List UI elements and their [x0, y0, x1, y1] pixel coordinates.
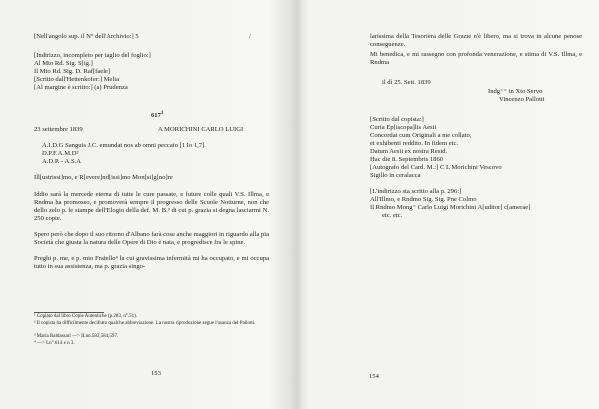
- formula-line: A.D.P. - A.S.A: [42, 158, 82, 165]
- copy-note-line: [Autografo del Card. M.:] C L Morichini Vescovo: [370, 164, 502, 171]
- copy-note-line: Curia Ep[iscopa]lis Aesii: [370, 124, 437, 131]
- body-paragraph: Spero però che dopo il suo ritorno d'Albano farà cose anche maggiori in riguardo alla pia Società che giusta la natura delle Opere di Dio è nata, e progredisce fra le spine.: [34, 231, 270, 247]
- letter-recipient: A MORICHINI CARLO LUIGI: [158, 126, 244, 133]
- place-date: il dì 25. Sett. 1839: [382, 79, 431, 86]
- letter-number-text: 617: [151, 112, 161, 120]
- address-line: [Indirizzo, incompleto per taglio del foglio:]: [34, 52, 151, 59]
- copy-note-line: [Scritto dal copista:]: [370, 116, 424, 123]
- address-note-line: All'Illmo, e Rndmo Sig. Sig. Pne Colmo: [370, 196, 477, 203]
- footnote: ¹ Copiato dal libro Copie Autentiche (p.283, n°.51).: [34, 314, 138, 319]
- footnote: ³ Maria Baldassari —> II.nn.583,584,597.: [34, 334, 119, 339]
- address-line: Al Mto Rd. Sig. S[ig.]: [34, 60, 93, 67]
- body-paragraph: Iddio sarà la mercede eterna di tutte le cure passate, e future colle quali V.S. Illma, e Rndma ha promosso, e promoverà sempre il progresso delle Scuole Notturne, non che dello zelo p. le stampe dell'Elogio della def. M. B.³ di cui p. grazia si degna lasciarmi N. 250 copie.: [34, 191, 269, 223]
- archive-note: [Nell'angolo sup. il N° dell'Archivio:] 5: [34, 33, 139, 40]
- address-note-line: [L'indirizzo sta scritto alla p. 296:]: [370, 188, 462, 195]
- formula-line: A.I.D.G Sanguis J.C. emundat nos ab omni peccato [1 Io 1,7].: [42, 142, 206, 149]
- address-note-line: Il Rndmo Mong⁼ Carlo Luigi Morichini A[uditor] c[amerae]: [370, 204, 531, 211]
- address-note-line: etc. etc.: [382, 212, 403, 219]
- header-mark: /: [249, 33, 251, 40]
- right-page: [300, 0, 599, 409]
- signature-line: Indg⁼⁼ in Xto Servo: [488, 88, 543, 95]
- copy-note-line: Sigillo in ceralacca: [370, 172, 421, 179]
- copy-note-line: Concordat cum Originali a me collato,: [370, 132, 472, 139]
- footnote-rule: [34, 312, 104, 313]
- address-line: [Scritto dall'Hettenkofer:] Melia: [34, 76, 120, 83]
- letter-salutation: Ill[ustrissi]mo, e R[evere]nd[issi]mo Mon[si]g[no]re: [34, 174, 173, 181]
- body-paragraph: larissima della Tesoriera delle Grazie n'è libero, ma si trova in alcune penose conseguenze.: [370, 33, 582, 49]
- formula-line: D.P.F.A.M.D²: [42, 150, 79, 157]
- body-paragraph: Preghi p. me, e p. mio Fratello⁴ la cui gravissima infermità mi ha occupato, e mi occupa tutto in sua assistenza, ma p. grazia singo-: [34, 255, 269, 271]
- page-number: 153: [151, 370, 161, 377]
- copy-note-line: Hac die 8. Septembris 1860: [370, 156, 444, 163]
- letter-number: [151, 111, 163, 120]
- address-line: [Al margine è scritto:] (a) Prudenza: [34, 84, 128, 91]
- footnote: ⁴ —> Ln° 614 e n 3.: [34, 341, 75, 346]
- letter-number-footnote-ref: 1: [160, 111, 164, 116]
- body-paragraph: Mi benedica, e mi rassegno con profonda venerazione, e stima di V.S. Illma, e Rndma: [370, 51, 582, 67]
- copy-note-line: et exhibenti reddito. In fidem etc.: [370, 140, 459, 147]
- page-number: 154: [369, 373, 379, 380]
- footnote: ² Il copista ha difficilmente decifrato qualche abbreviazione. La nostra riproduzione segue l'usanza del Pallotti.: [34, 321, 256, 326]
- letter-date: 23 settembre 1839: [34, 126, 83, 133]
- address-line: Il Mto Rd. Sig. D. Raf[faele]: [34, 68, 111, 75]
- signature-name: Vincenzo Pallotti: [499, 96, 545, 103]
- copy-note-line: Datum Aesii ex nostra Resid.: [370, 148, 448, 155]
